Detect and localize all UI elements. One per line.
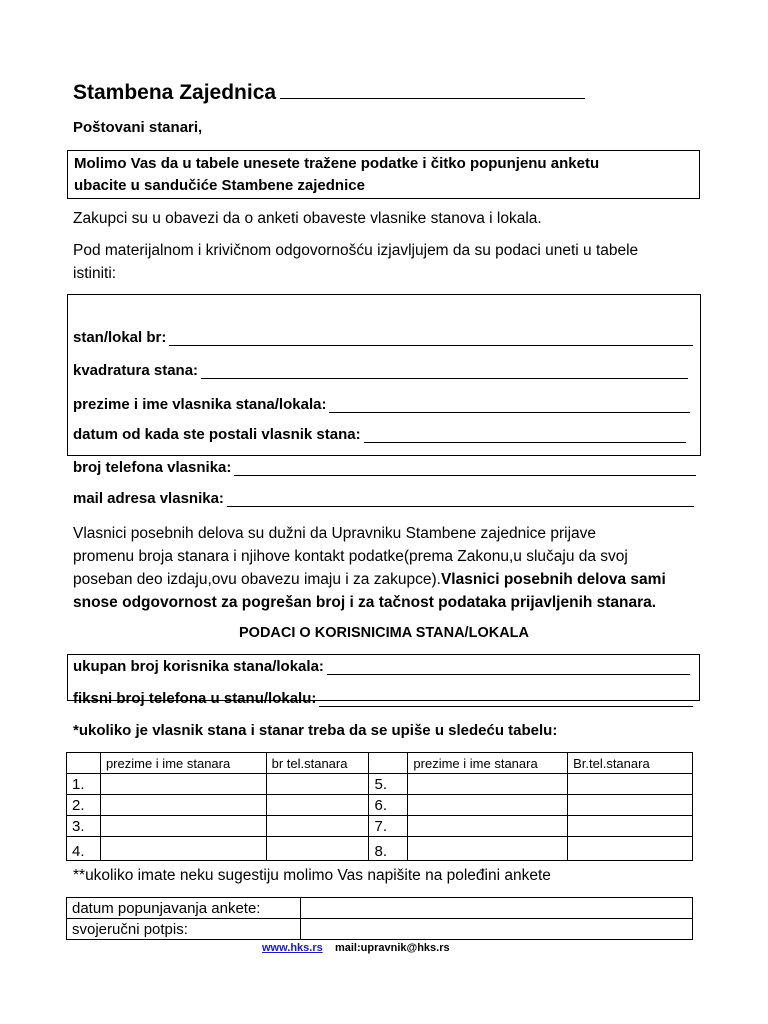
table-row bbox=[67, 795, 693, 816]
name-cell[interactable] bbox=[408, 795, 568, 816]
row-number: 5. bbox=[369, 774, 408, 795]
instruction-line-1: Molimo Vas da u tabele unesete tražene podatke i čitko popunjenu anketu bbox=[74, 155, 600, 172]
phone-cell[interactable] bbox=[266, 837, 369, 861]
table-note: *ukoliko je vlasnik stana i stanar treba da se upiše u sledeću tabelu: bbox=[73, 722, 558, 739]
table-row bbox=[67, 774, 693, 795]
header-cell bbox=[369, 753, 408, 774]
website-link[interactable]: www.hks.rs bbox=[262, 942, 323, 954]
name-cell[interactable] bbox=[100, 816, 266, 837]
row-number: 1. bbox=[67, 774, 101, 795]
owner-email-field[interactable] bbox=[73, 490, 694, 507]
signature-row bbox=[67, 919, 693, 940]
date-row bbox=[67, 898, 693, 919]
owner-email-line[interactable] bbox=[227, 492, 694, 507]
header-cell: Br.tel.stanara bbox=[568, 753, 693, 774]
instruction-line-2: ubacite u sandučiće Stambene zajednice bbox=[74, 177, 365, 194]
phone-cell[interactable] bbox=[568, 774, 693, 795]
name-cell[interactable] bbox=[100, 837, 266, 861]
greeting: Poštovani stanari, bbox=[73, 119, 203, 136]
liability-statement bbox=[73, 239, 638, 285]
unit-number-label: stan/lokal br: bbox=[73, 329, 167, 346]
users-count-field[interactable] bbox=[73, 658, 690, 675]
name-cell[interactable] bbox=[100, 774, 266, 795]
section-title: PODACI O KORISNICIMA STANA/LOKALA bbox=[239, 625, 529, 641]
obligation-line-3 bbox=[73, 568, 666, 591]
name-cell[interactable] bbox=[408, 816, 568, 837]
suggestion-note: **ukoliko imate neku sugestiju molimo Vas napišite na poleđini ankete bbox=[73, 867, 551, 884]
owner-email-label: mail adresa vlasnika: bbox=[73, 490, 224, 507]
phone-cell[interactable] bbox=[266, 795, 369, 816]
header-cell: prezime i ime stanara bbox=[408, 753, 568, 774]
owner-phone-line[interactable] bbox=[234, 461, 696, 476]
area-line[interactable] bbox=[201, 364, 688, 379]
owner-phone-field[interactable] bbox=[73, 459, 696, 476]
obligation-line-2: promenu broja stanara i njihove kontakt podatke(prema Zakonu,u slučaju da svoj bbox=[73, 548, 628, 565]
row-number: 4. bbox=[67, 837, 101, 861]
row-number: 7. bbox=[369, 816, 408, 837]
landline-line[interactable] bbox=[319, 692, 693, 707]
header-cell bbox=[67, 753, 101, 774]
name-cell[interactable] bbox=[100, 795, 266, 816]
phone-cell[interactable] bbox=[568, 816, 693, 837]
title-fill-line[interactable] bbox=[280, 80, 585, 99]
title-text: Stambena Zajednica bbox=[73, 81, 277, 104]
area-label: kvadratura stana: bbox=[73, 362, 199, 379]
phone-cell[interactable] bbox=[266, 774, 369, 795]
row-number: 3. bbox=[67, 816, 101, 837]
liability-line-1: Pod materijalnom i krivičnom odgovornošću izjavljujem da su podaci uneti u tabele bbox=[73, 242, 639, 259]
name-cell[interactable] bbox=[408, 837, 568, 861]
instruction-box bbox=[67, 150, 700, 199]
unit-number-field[interactable] bbox=[73, 329, 693, 346]
table-header-row bbox=[67, 753, 693, 774]
phone-cell[interactable] bbox=[568, 795, 693, 816]
owner-name-label: prezime i ime vlasnika stana/lokala: bbox=[73, 396, 327, 413]
signature-input-cell[interactable] bbox=[300, 919, 692, 940]
date-input-cell[interactable] bbox=[300, 898, 692, 919]
tenants-notice: Zakupci su u obavezi da o anketi obaveste vlasnike stanova i lokala. bbox=[73, 210, 542, 227]
obligation-paragraph bbox=[73, 522, 666, 614]
obligation-line-1: Vlasnici posebnih delova su dužni da Upravniku Stambene zajednice prijave bbox=[73, 525, 597, 542]
footer-email: mail:upravnik@hks.rs bbox=[334, 942, 450, 954]
residents-table bbox=[66, 752, 693, 861]
obligation-line-3-bold: Vlasnici posebnih delova sami bbox=[440, 571, 666, 588]
landline-label: fiksni broj telefona u stanu/lokalu: bbox=[73, 690, 317, 707]
header-cell: prezime i ime stanara bbox=[100, 753, 266, 774]
users-count-line[interactable] bbox=[327, 660, 690, 675]
unit-number-line[interactable] bbox=[169, 331, 693, 346]
signature-table bbox=[66, 897, 693, 940]
owner-name-field[interactable] bbox=[73, 396, 690, 413]
owner-phone-label: broj telefona vlasnika: bbox=[73, 459, 232, 476]
area-field[interactable] bbox=[73, 362, 688, 379]
obligation-line-4: snose odgovornost za pogrešan broj i za tačnost podataka prijavljenih stanara. bbox=[73, 594, 657, 611]
name-cell[interactable] bbox=[408, 774, 568, 795]
owner-since-field[interactable] bbox=[73, 426, 686, 443]
liability-line-2: istiniti: bbox=[73, 265, 117, 282]
date-label: datum popunjavanja ankete: bbox=[67, 898, 301, 919]
footer bbox=[262, 942, 450, 954]
users-count-label: ukupan broj korisnika stana/lokala: bbox=[73, 658, 324, 675]
page-title bbox=[73, 80, 585, 105]
signature-label: svojeručni potpis: bbox=[67, 919, 301, 940]
owner-since-label: datum od kada ste postali vlasnik stana: bbox=[73, 426, 361, 443]
owner-since-line[interactable] bbox=[364, 428, 686, 443]
table-row bbox=[67, 816, 693, 837]
row-number: 8. bbox=[369, 837, 408, 861]
header-cell: br tel.stanara bbox=[266, 753, 369, 774]
row-number: 6. bbox=[369, 795, 408, 816]
obligation-line-3-text: poseban deo izdaju,ovu obavezu imaju i za zakupce). bbox=[73, 571, 441, 588]
landline-field[interactable] bbox=[73, 690, 693, 707]
row-number: 2. bbox=[67, 795, 101, 816]
phone-cell[interactable] bbox=[266, 816, 369, 837]
phone-cell[interactable] bbox=[568, 837, 693, 861]
owner-name-line[interactable] bbox=[329, 398, 690, 413]
table-row bbox=[67, 837, 693, 861]
